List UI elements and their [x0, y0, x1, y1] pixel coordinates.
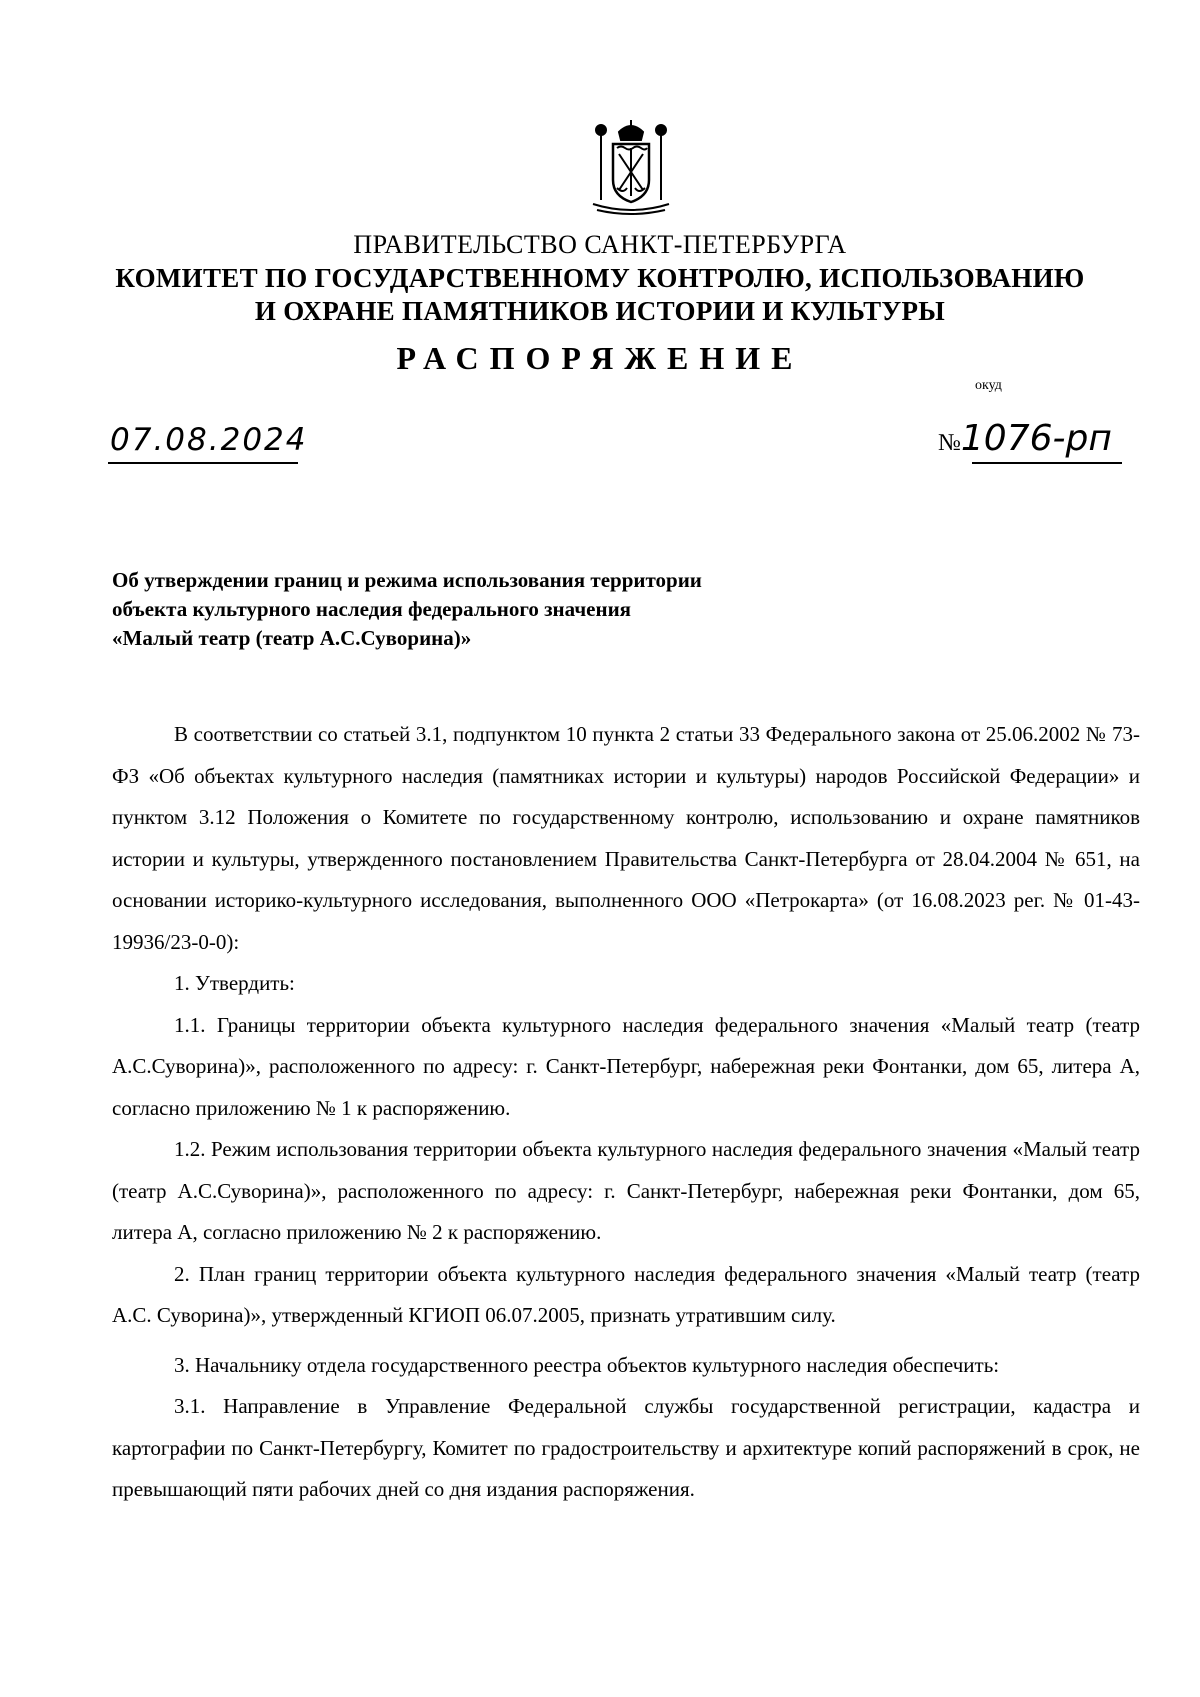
- government-title: ПРАВИТЕЛЬСТВО САНКТ-ПЕТЕРБУРГА: [353, 230, 847, 259]
- document-header: [0, 228, 1200, 377]
- subject-line1: Об утверждении границ и режима использования территории: [112, 568, 702, 592]
- number-value: 1076-рп: [960, 418, 1112, 459]
- document-body: [112, 714, 1140, 1511]
- paragraph-preamble: В соответствии со статьей 3.1, подпунктом 10 пункта 2 статьи 33 Федерального закона от 25.06.2002 № 73-ФЗ «Об объектах культурного наследия (памятниках истории и культуры) народов Российской Федерации» и пунктом 3.12 Положения о Комитете по государственному контролю, использованию и охране памятников истории и культуры, утвержденного постановлением Правительства Санкт-Петербурга от 28.04.2004 № 651, на основании историко-культурного исследования, выполненного ООО «Петрокарта» (от 16.08.2023 рег. № 01-43-19936/23-0-0):: [112, 722, 1140, 954]
- paragraph-1-2: 1.2. Режим использования территории объекта культурного наследия федерального значения «Малый театр (театр А.С.Суворина)», расположенного по адресу: г. Санкт-Петербург, набережная реки Фонтанки, дом 65, литера А, согласно приложению № 2 к распоряжению.: [112, 1137, 1140, 1244]
- date-underline: [108, 462, 298, 464]
- committee-title-line1: КОМИТЕТ ПО ГОСУДАРСТВЕННОМУ КОНТРОЛЮ, ИСПОЛЬЗОВАНИЮ: [115, 263, 1085, 293]
- paragraph-1-1: 1.1. Границы территории объекта культурного наследия федерального значения «Малый театр (театр А.С.Суворина)», расположенного по адресу: г. Санкт-Петербург, набережная реки Фонтанки, дом 65, литера А, согласно приложению № 1 к распоряжению.: [112, 1012, 1140, 1120]
- document-subject: [112, 566, 702, 653]
- document-type-title: РАСПОРЯЖЕНИЕ: [396, 340, 804, 376]
- committee-title-line2: И ОХРАНЕ ПАМЯТНИКОВ ИСТОРИИ И КУЛЬТУРЫ: [254, 296, 946, 326]
- paragraph-3-1: 3.1. Направление в Управление Федеральной службы государственной регистрации, кадастра и картографии по Санкт-Петербургу, Комитет по градостроительству и архитектуре копий распоряжений в срок, не превышающий пяти рабочих дней со дня издания распоряжения.: [112, 1394, 1140, 1501]
- number-sign: №: [938, 430, 961, 456]
- subject-line2: объекта культурного наследия федерального значения: [112, 597, 632, 621]
- number-underline: [972, 462, 1122, 464]
- document-number: [938, 418, 1112, 459]
- subject-line3: «Малый театр (театр А.С.Суворина)»: [112, 626, 472, 650]
- document-date: 07.08.2024: [110, 422, 308, 458]
- paragraph-3: 3. Начальнику отдела государственного реестра объектов культурного наследия обеспечить:: [174, 1352, 1000, 1377]
- okud-label: окуд: [975, 378, 1002, 393]
- coat-of-arms-emblem: [583, 118, 679, 218]
- paragraph-1: 1. Утвердить:: [174, 971, 295, 995]
- paragraph-2: 2. План границ территории объекта культурного наследия федерального значения «Малый театр (театр А.С. Суворина)», утвержденный КГИОП 06.07.2005, признать утратившим силу.: [112, 1261, 1140, 1327]
